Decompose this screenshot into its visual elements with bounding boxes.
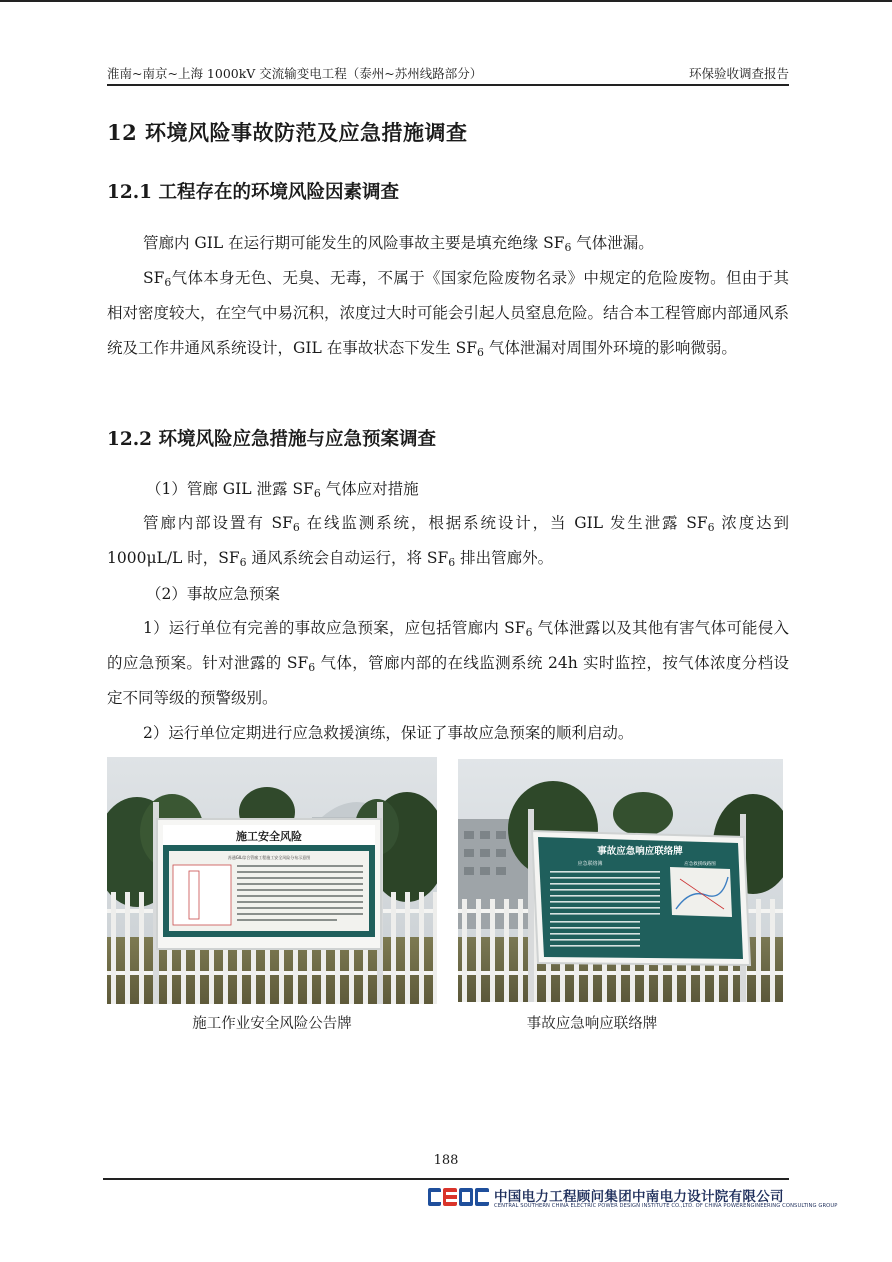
section-12-2-title: 12.2 环境风险应急措施与应急预案调查 bbox=[107, 429, 436, 450]
item-2-heading: （2）事故应急预案 bbox=[146, 585, 280, 603]
company-name-en: CENTRAL SOUTHERN CHINA ELECTRIC POWER DESIGN INSTITUTE CO.,LTD. OF CHINA POWERENGINEERING CONSULTING GROUP bbox=[494, 1203, 838, 1209]
photo-emergency-contact-sign bbox=[458, 759, 783, 1002]
right-sign-title: 事故应急响应联络牌 bbox=[597, 846, 683, 857]
left-sign-subtitle: 苏通GIL综合管廊工程施工安全风险分布示意图 bbox=[227, 855, 311, 860]
left-sign-title: 施工安全风险 bbox=[236, 830, 302, 843]
section-12-1-title: 12.1 工程存在的环境风险因素调查 bbox=[107, 182, 399, 203]
caption-left-photo: 施工作业安全风险公告牌 bbox=[192, 1016, 352, 1032]
paragraph-emergency-plan: 1）运行单位有完善的事故应急预案，应包括管廊内 $SF_6$ 气体泄露以及其他有害气体可能侵入的应急预案。针对泄露的 $SF_6$ 气体，管廊内部的在线监测系统 24h 实时监控，按气体浓度分档设定不同等级的预警级别。 bbox=[107, 619, 789, 707]
top-border bbox=[0, 0, 892, 2]
paragraph-drills: 2）运行单位定期进行应急救援演练，保证了事故应急预案的顺利启动。 bbox=[143, 724, 634, 742]
header-rule bbox=[107, 84, 789, 86]
header-project-title: 淮南~南京~上海 1000kV 交流输变电工程（泰州~苏州线路部分） bbox=[107, 66, 483, 81]
company-name-cn: 中国电力工程顾问集团中南电力设计院有限公司 bbox=[494, 1189, 784, 1205]
item-1-heading: （1）管廊 GIL 泄露 $SF_6$ 气体应对措施 bbox=[146, 480, 419, 500]
chapter-title: 12 环境风险事故防范及应急措施调查 bbox=[107, 120, 468, 145]
photo-safety-risk-sign bbox=[107, 757, 437, 1004]
paragraph-monitoring-system: 管廊内部设置有 $SF_6$ 在线监测系统，根据系统设计，当 GIL 发生泄露 $SF_6$ 浓度达到 1000μL/L 时，$SF_6$ 通风系统会自动运行，将 $SF_6$ 排出管廊外。 bbox=[107, 514, 789, 569]
company-logo-icon bbox=[427, 1184, 491, 1210]
paragraph-gil-risk: 管廊内 GIL 在运行期可能发生的风险事故主要是填充绝缘 $SF_6$ 气体泄漏。 bbox=[143, 234, 654, 254]
right-sign-route-heading: 应急救援线路图 bbox=[684, 862, 716, 867]
running-header bbox=[107, 64, 789, 82]
right-sign-contacts-heading: 应急联络簿 bbox=[577, 861, 603, 867]
header-report-type: 环保验收调查报告 bbox=[688, 66, 789, 81]
page-number: 188 bbox=[433, 1153, 459, 1168]
photo-safety-risk-sign-image bbox=[107, 757, 437, 1004]
photo-emergency-contact-sign-image bbox=[458, 759, 783, 1002]
footer-rule bbox=[103, 1178, 789, 1180]
caption-right-photo: 事故应急响应联络牌 bbox=[526, 1016, 658, 1032]
paragraph-sf6-properties: $SF_6$气体本身无色、无臭、无毒，不属于《国家危险废物名录》中规定的危险废物。但由于其相对密度较大，在空气中易沉积，浓度过大时可能会引起人员窒息危险。结合本工程管廊内部通风系统及工作井通风系统设计，GIL 在事故状态下发生 $SF_6$ 气体泄漏对周围外环境的影响微弱。 bbox=[107, 269, 790, 359]
